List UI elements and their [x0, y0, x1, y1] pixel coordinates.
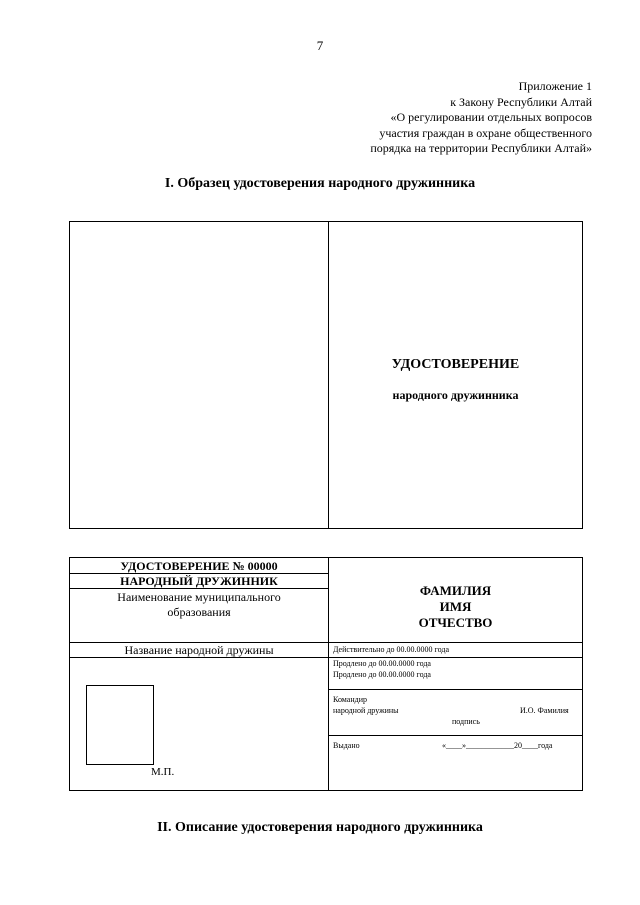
appendix-line: порядка на территории Республики Алтай»	[370, 141, 592, 155]
row-divider	[329, 735, 582, 736]
cover-title: УДОСТОВЕРЕНИЕ	[391, 357, 520, 372]
extension-1: Продлено до 00.00.0000 года	[333, 659, 431, 668]
row-divider	[70, 657, 328, 658]
photo-placeholder	[86, 685, 154, 765]
certificate-inner	[69, 557, 583, 791]
cover-subtitle: народного дружинника	[392, 388, 519, 402]
issued-year-suffix: года	[538, 741, 553, 750]
full-name-block	[329, 583, 582, 631]
appendix-line: «О регулировании отдельных вопросов	[390, 110, 592, 124]
certificate-number: УДОСТОВЕРЕНИЕ № 00000	[120, 559, 278, 573]
role-label: НАРОДНЫЙ ДРУЖИННИК	[120, 574, 278, 588]
squad-name-label: Название народной дружины	[124, 643, 274, 657]
issued-day-blank: «____»	[442, 741, 466, 750]
patronymic: ОТЧЕСТВО	[418, 615, 493, 630]
commander-label: народной дружины	[333, 706, 399, 715]
extension-2: Продлено до 00.00.0000 года	[333, 670, 431, 679]
municipality-label	[70, 590, 328, 620]
row-divider	[329, 642, 582, 643]
municipality-line: образования	[167, 605, 231, 619]
stamp-label: М.П.	[151, 766, 175, 778]
appendix-line: участия граждан в охране общественного	[379, 125, 592, 140]
commander-label: Командир	[333, 695, 367, 704]
surname: ФАМИЛИЯ	[419, 583, 492, 598]
appendix-reference	[370, 79, 592, 157]
row-divider	[70, 588, 328, 589]
row-divider	[329, 657, 582, 658]
commander-name: И.О. Фамилия	[520, 706, 569, 715]
issued-label: Выдано	[333, 741, 360, 750]
appendix-line: Приложение 1	[518, 79, 592, 93]
issued-year-blank: ____	[522, 741, 538, 750]
cover-fold-line	[328, 222, 329, 528]
signature-label: подпись	[452, 717, 480, 726]
municipality-line: Наименование муниципального	[117, 590, 281, 604]
section-2-title: II. Описание удостоверения народного дружинника	[157, 820, 483, 835]
issued-year-prefix: 20	[514, 741, 522, 750]
page-number: 7	[316, 38, 324, 53]
row-divider	[329, 689, 582, 690]
section-1-title: I. Образец удостоверения народного дружинника	[164, 176, 476, 191]
valid-until: Действительно до 00.00.0000 года	[333, 645, 450, 654]
appendix-line: к Закону Республики Алтай	[450, 94, 592, 109]
first-name: ИМЯ	[439, 599, 472, 614]
issued-date	[442, 741, 552, 751]
certificate-cover	[69, 221, 583, 529]
issued-month-blank: ____________	[466, 741, 514, 750]
